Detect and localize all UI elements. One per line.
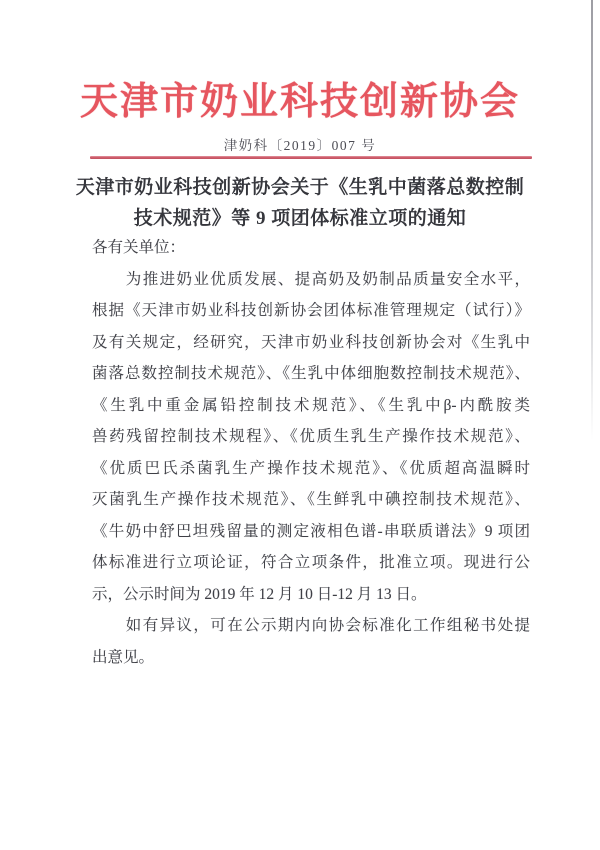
org-name-header: 天津市奶业科技创新协会 bbox=[79, 81, 520, 123]
salutation: 各有关单位： bbox=[92, 239, 186, 256]
body-line: 示，公示时间为 2019 年 12 月 10 日-12 月 13 日。 bbox=[92, 585, 427, 603]
notice-title bbox=[40, 172, 560, 234]
body-line: 《优质巴氏杀菌乳生产操作技术规范》、《优质超高温瞬时 bbox=[92, 459, 530, 477]
body-line: 灭菌乳生产操作技术规范》、《生鲜乳中碘控制技术规范》、 bbox=[92, 491, 530, 508]
doc-number: 津奶科〔2019〕007 号 bbox=[223, 138, 377, 153]
body-line: 《牛奶中舒巴坦残留量的测定液相色谱-串联质谱法》9 项团 bbox=[92, 522, 530, 540]
body-line: 菌落总数控制技术规范》、《生乳中体细胞数控制技术规范》、 bbox=[92, 365, 530, 382]
notice-title-line-2: 技术规范》等 9 项团体标准立项的通知 bbox=[133, 208, 467, 229]
body-lines bbox=[92, 264, 530, 674]
body-line: 《生乳中重金属铅控制技术规范》、《生乳中β-内酰胺类 bbox=[92, 396, 530, 414]
body-line: 出意见。 bbox=[92, 648, 155, 666]
body-line: 如有异议，可在公示期内向协会标准化工作组秘书处提 bbox=[92, 617, 530, 634]
red-divider-rule bbox=[90, 156, 532, 159]
scan-page-edge-line bbox=[591, 0, 593, 440]
notice-body bbox=[92, 232, 530, 673]
body-line: 为推进奶业优质发展、提高奶及奶制品质量安全水平， bbox=[92, 270, 530, 288]
notice-title-line-1: 天津市奶业科技创新协会关于《生乳中菌落总数控制 bbox=[75, 177, 525, 198]
body-line: 体标准进行立项论证，符合立项条件，批准立项。现进行公 bbox=[92, 554, 530, 571]
body-line: 及有关规定，经研究，天津市奶业科技创新协会对《生乳中 bbox=[92, 333, 530, 351]
body-line: 根据《天津市奶业科技创新协会团体标准管理规定（试行）》 bbox=[92, 302, 530, 319]
body-line: 兽药残留控制技术规程》、《优质生乳生产操作技术规范》、 bbox=[92, 428, 530, 445]
